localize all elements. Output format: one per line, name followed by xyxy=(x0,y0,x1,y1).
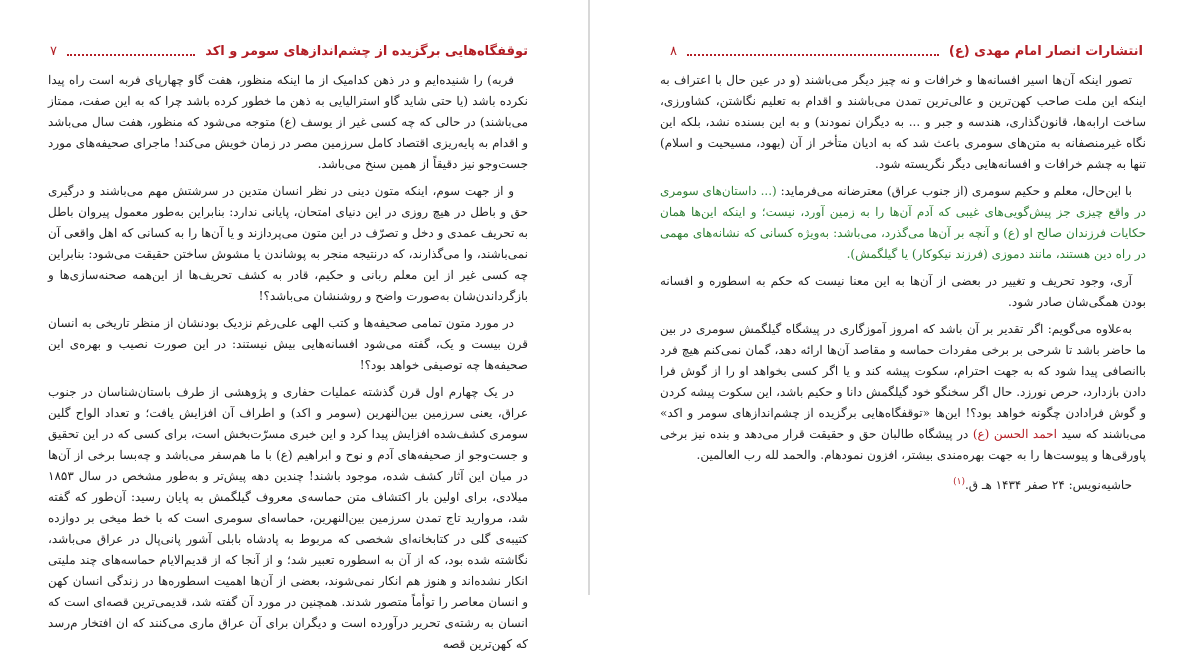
body-paragraph: آری، وجود تحریف و تغییر در بعضی از آن‌ها به این معنا نیست که حکم به اسطوره و افسانه بودن همگی‌شان صادر شود. xyxy=(660,274,1146,309)
left-page-body xyxy=(48,70,528,661)
right-page-body xyxy=(660,70,1146,502)
signature-line xyxy=(660,472,1146,496)
right-page xyxy=(590,0,1178,595)
signature-text: حاشیه‌نویس: ۲۴ صفر ۱۴۳۴ هـ ق. xyxy=(964,478,1132,492)
body-paragraph: فربه) را شنیده‌ایم و در ذهن کدامیک از ما اینکه منظور، هفت گاو چهارپای فربه است راه پیدا نکرده باشد (یا حتی شاید گاو استرالیایی به ذهن ما خطور کرده باشد چرا که به این صفت، ممتاز می‌باشند) در حالی که چه کسی غیر از یوسف (ع) متوجه می‌شود که منظور، هفت سال می‌باشد و اقدام به پایه‌ریزی اقتصاد کامل سرزمین مصر در زمان خویش می‌کند! ماجرای صحیفه‌های مورد جست‌وجو نیز دقیقاً از همین سنخ می‌باشد. xyxy=(48,73,528,171)
left-page xyxy=(0,0,588,651)
right-page-header xyxy=(670,40,1143,62)
body-paragraph: و از جهت سوم، اینکه متون دینی در نظر انسان متدین در سرشتش مهم می‌باشند و درگیری حق و باطل در هیچ روزی در این دنیای امتحان، پایانی ندارد: بنابراین به‌طور معمول پیروان باطل به تحریف عمدی و دخل و تصرّف در این متون می‌پردازند و یا آن‌ها را به کسانی که اهل واقعی آن نمی‌باشند، وا می‌گذارند، که درنتیجه منجر به پوشاندن یا مشوش ساختن حقیقت می‌شود: بنابراین چه کسی غیر از این معلم ربانی و حکیم، قادر به کشف تحریف‌ها از این‌همه صحنه‌سازی‌ها و بازگرداندن‌شان به‌صورت واضح و روشنشان می‌باشد؟! xyxy=(48,184,528,303)
header-dotted-rule xyxy=(67,54,195,56)
quote-intro: با این‌حال، معلم و حکیم سومری (از جنوب عراق) معترضانه می‌فرماید: xyxy=(780,184,1132,198)
header-dotted-rule xyxy=(687,54,939,56)
body-paragraph: در یک چهارم اول قرن گذشته عملیات حفاری و پژوهشی از طرف باستان‌شناسان در جنوب عراق، یعنی سرزمین بین‌النهرین (سومر و اکد) و اطراف آن افزایش یافت؛ و تعداد الواح گلین سومری کشف‌شده افزایش پیدا کرد و این خبری مسرّت‌بخش است، برای کسی که در این تحقیق و جست‌وجو از صحیفه‌های آدم و نوح و ابراهیم (ع) با ما هم‌سفر می‌باشد و چه‌بسا برخی از آن‌ها در میان این آثار کشف شده، موجود باشند! چندین دهه پیش‌تر و به‌طور مشخص در سال ۱۸۵۳ میلادی، برای اولین بار اکتشاف متن حماسه‌ی معروف گیلگمش به پایان رسید: آن‌طور که گفته شد، مروارید تاج تمدن سرزمین بین‌النهرین، حماسه‌ای سومری است که با خط میخی بر دوازده کتیبه‌ی گلی در کتابخانه‌ای شخصی که مربوط به پادشاه بابلی آشور پانی‌پال در عراق می‌باشد، نگاشته شده بود، که از آن به اسطوره تعبیر شد؛ و از آنجا که از قدیم‌الایام حماسه‌های چند ملیتی انکار نشده‌اند و هنوز هم انکار نمی‌شوند، بعضی از آن‌ها اهمیت اسطوره‌ها در زندگی انسان کهن و انسان معاصر را توأماً متصور شدند. همچنین در مورد آن گفته شد، قدیمی‌ترین قصه‌ای است که انسان به رشته‌ی تحریر درآورده است و دیگران برای آن عراق ماری می‌کنند که ان افتخار م‌رسد که کهن‌ترین قصه xyxy=(48,385,528,651)
left-page-header xyxy=(50,40,528,62)
footnote-marker[interactable]: (۱) xyxy=(953,477,965,487)
body-paragraph xyxy=(660,181,1146,265)
right-page-number: ۸ xyxy=(670,43,677,59)
right-header-title: انتشارات انصار امام مهدی (ع) xyxy=(948,43,1143,59)
highlighted-name: احمد الحسن (ع) xyxy=(972,427,1057,441)
paragraph-part: به‌علاوه می‌گویم: اگر تقدیر بر آن باشد که امروز آموزگاری در پیشگاه گیلگمش سومری در بین ما حاضر باشد تا شرحی بر برخی مفردات حماسه و مقاصد آن‌ها ارائه دهد، گمان نمی‌کنم هیچ فرد باانصافی پیدا شود که به جهت احترام، سکوت پیشه کند و یا اگر کسی بخواهد او را از گوش فرا دادن بازدارد، حرص نورزد. حال اگر سخنگو خود گیلگمش دانا و حکیم باشد، این سکوت پیشه کردن و گوش فرادادن چگونه خواهد بود؟! این‌ها «توقفگاه‌هایی برگزیده از چشم‌اندازهای سومر و اکد» می‌باشند که سید xyxy=(660,322,1147,441)
left-header-title: توقفگاه‌هایی برگزیده از چشم‌اندازهای سومر و اکد xyxy=(205,43,528,59)
body-paragraph: تصور اینکه آن‌ها اسیر افسانه‌ها و خرافات و نه چیز دیگر می‌باشند (و در عین حال با اعتراف به اینکه این ملت صاحب کهن‌ترین و عالی‌ترین تمدن می‌باشند و اقدام به تعلیم نگاشتن، کشاورزی، ساخت ارابه‌ها، قانون‌گذاری، هندسه و جبر و ... به دیگران نمودند) و به این بسنده نشد، بلکه این نگاه غیرمنصفانه به متن‌های سومری باعث شد که به ادیان متأخر از آن (یهود، مسیحیت و اسلام) تنها به چشم خرافات و افسانه‌هایی دیگر نگریسته شود. xyxy=(660,73,1147,171)
body-paragraph xyxy=(660,319,1146,466)
quoted-text: (... داستان‌های سومری در واقع چیزی جز پیش‌گویی‌های غیبی که آدم آن‌ها را به زمین آورد، نیست؛ و اینکه این‌ها همان حکایات فرزندان صالح او (ع) و آنچه بر آن‌ها می‌گذرد، می‌باشد: به‌ویژه کسانی که نشانه‌های مهمی در راه دین هستند، مانند دموزی (فرزند نیکوکار) یا گیلگمش). xyxy=(660,184,1146,261)
body-paragraph: در مورد متون تمامی صحیفه‌ها و کتب الهی علی‌رغم نزدیک بودنشان از منظر تاریخی به انسان قرن بیست و یک، گفته می‌شود افسانه‌هایی بیش نیستند: در این صورت نصیب و بهره‌ی این صحیفه‌ها چه توصیفی خواهد بود؟! xyxy=(48,316,528,372)
paragraph-part: در پیشگاه طالبان حق و حقیقت قرار می‌دهد و بنده نیز برخی پاورقی‌ها و پیوست‌ها را به جهت بهره‌مندی بیشتر، افزون نمودهام. والحمد لله رب العالمین. xyxy=(660,427,1146,462)
left-page-number: ۷ xyxy=(50,43,57,59)
